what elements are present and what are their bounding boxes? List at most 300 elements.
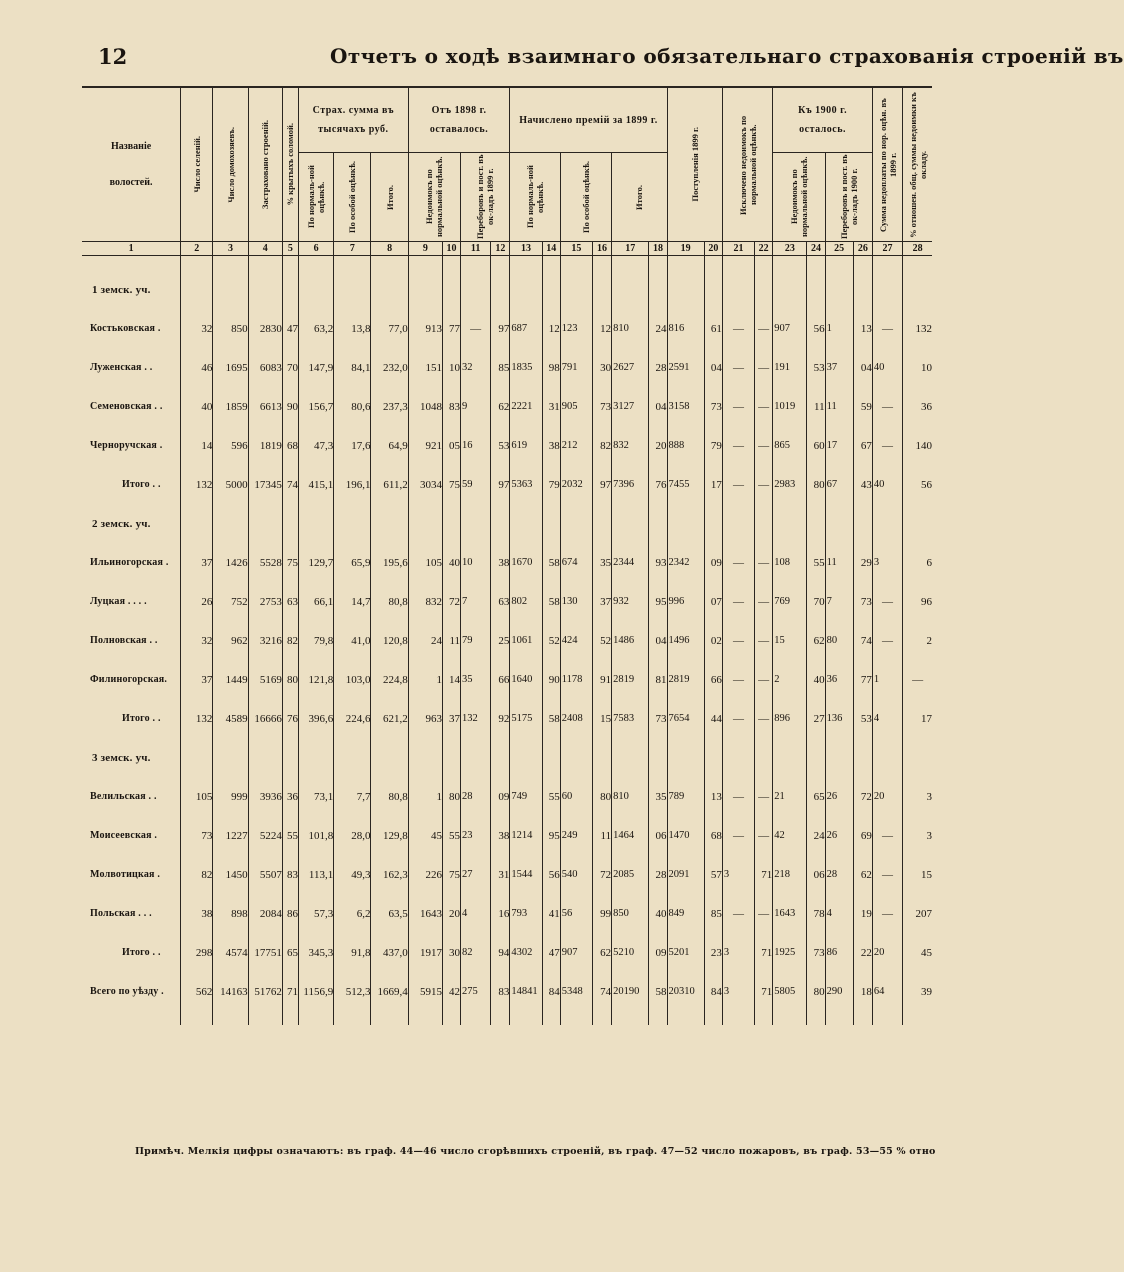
table-cell: 5348	[560, 972, 592, 1011]
volost-name: Костьковская .	[90, 323, 161, 334]
table-cell: 1156,9	[298, 972, 333, 1011]
table-cell: 58	[542, 543, 560, 582]
table-cell: 4	[825, 894, 853, 933]
table-cell: 83	[442, 387, 460, 426]
table-cell: 46	[181, 348, 213, 387]
table-cell: 113,1	[298, 855, 333, 894]
table-cell: 36	[282, 777, 298, 816]
table-cell: 24	[408, 621, 442, 660]
table-cell: 20	[872, 777, 902, 816]
section-title: 3 земск. уч.	[92, 751, 151, 764]
table-cell: 79	[461, 621, 491, 660]
table-cell: 237,3	[371, 387, 408, 426]
col-header-rem1898-over: Переборовъ и пост. въ ок-ладъ 1899 г.	[461, 153, 510, 242]
table-cell: 156,7	[298, 387, 333, 426]
total-row	[82, 933, 932, 972]
table-cell	[667, 270, 704, 309]
table-cell: 45	[903, 933, 932, 972]
table-row	[82, 777, 932, 816]
table-cell: 905	[560, 387, 592, 426]
column-number: 1	[82, 242, 181, 256]
table-cell: 09	[704, 543, 722, 582]
table-cell: 86	[825, 933, 853, 972]
table-cell	[442, 504, 460, 543]
table-cell: 1486	[612, 621, 649, 660]
table-cell: 123	[560, 309, 592, 348]
table-cell: 31	[491, 855, 510, 894]
column-number: 12	[491, 242, 510, 256]
volost-name: Итого . .	[122, 713, 161, 724]
table-cell: 90	[282, 387, 298, 426]
table-cell: 275	[461, 972, 491, 1011]
table-cell	[773, 270, 807, 309]
table-cell: 66	[704, 660, 722, 699]
table-cell: 1178	[560, 660, 592, 699]
table-cell: 103,0	[334, 660, 371, 699]
table-cell: 4574	[213, 933, 248, 972]
table-cell: 63,2	[298, 309, 333, 348]
table-cell: —	[755, 426, 773, 465]
table-cell: 84	[704, 972, 722, 1011]
table-cell	[903, 738, 932, 777]
table-cell: 1640	[510, 660, 542, 699]
col-header-sum-total: Итого.	[371, 153, 408, 242]
table-cell: 71	[282, 972, 298, 1011]
table-cell	[704, 270, 722, 309]
table-cell: 1643	[773, 894, 807, 933]
column-number: 25	[825, 242, 853, 256]
table-cell: 596	[213, 426, 248, 465]
table-cell	[282, 270, 298, 309]
volost-name: Луженская . .	[90, 362, 153, 373]
table-cell	[825, 270, 853, 309]
table-cell: 17	[704, 465, 722, 504]
table-cell: 195,6	[371, 543, 408, 582]
table-cell	[853, 270, 872, 309]
table-cell: 19	[853, 894, 872, 933]
table-cell: —	[722, 348, 754, 387]
table-cell: 921	[408, 426, 442, 465]
table-cell: 619	[510, 426, 542, 465]
table-cell	[298, 504, 333, 543]
table-cell: —	[872, 855, 902, 894]
table-cell: 2983	[773, 465, 807, 504]
table-cell	[649, 504, 667, 543]
table-cell: 70	[807, 582, 825, 621]
table-cell	[510, 738, 542, 777]
table-cell: 298	[181, 933, 213, 972]
table-cell: 1670	[510, 543, 542, 582]
table-cell: 74	[853, 621, 872, 660]
table-cell: 1835	[510, 348, 542, 387]
table-cell: 913	[408, 309, 442, 348]
table-cell: 43	[853, 465, 872, 504]
table-cell: 73	[704, 387, 722, 426]
table-cell: 84,1	[334, 348, 371, 387]
table-cell: 6,2	[334, 894, 371, 933]
table-cell: 65,9	[334, 543, 371, 582]
table-cell: 60	[560, 777, 592, 816]
table-cell: 68	[282, 426, 298, 465]
table-cell: 91,8	[334, 933, 371, 972]
volost-name: Семеновская . .	[90, 401, 163, 412]
table-cell: 6083	[248, 348, 282, 387]
table-cell: —	[722, 426, 754, 465]
table-cell	[491, 270, 510, 309]
volost-name: Моисеевская .	[90, 830, 158, 841]
table-cell: 16	[491, 894, 510, 933]
table-cell: 73	[181, 816, 213, 855]
table-cell: 24	[649, 309, 667, 348]
table-cell: 791	[560, 348, 592, 387]
table-body	[82, 256, 932, 1026]
table-cell: 4	[461, 894, 491, 933]
table-cell: 04	[649, 387, 667, 426]
table-cell: 1695	[213, 348, 248, 387]
table-cell: —	[755, 543, 773, 582]
table-cell: 3936	[248, 777, 282, 816]
table-cell: 77,0	[371, 309, 408, 348]
total-row	[82, 465, 932, 504]
table-cell: 65	[282, 933, 298, 972]
table-cell	[560, 738, 592, 777]
table-cell	[755, 504, 773, 543]
table-cell: 752	[213, 582, 248, 621]
table-cell: 63	[282, 582, 298, 621]
table-cell: 28	[649, 855, 667, 894]
table-cell: 562	[181, 972, 213, 1011]
column-number: 22	[755, 242, 773, 256]
table-cell: 68	[704, 816, 722, 855]
table-cell: 57,3	[298, 894, 333, 933]
table-cell: 207	[903, 894, 932, 933]
table-cell: 5224	[248, 816, 282, 855]
table-cell: 907	[773, 309, 807, 348]
table-row	[82, 387, 932, 426]
table-cell: —	[755, 894, 773, 933]
table-cell: 27	[807, 699, 825, 738]
table-cell: 28,0	[334, 816, 371, 855]
column-number: 13	[510, 242, 542, 256]
table-cell	[542, 504, 560, 543]
table-cell: —	[755, 777, 773, 816]
table-cell: 18	[853, 972, 872, 1011]
table-cell: 802	[510, 582, 542, 621]
table-cell: 540	[560, 855, 592, 894]
column-number: 20	[704, 242, 722, 256]
table-cell	[755, 738, 773, 777]
table-cell: 999	[213, 777, 248, 816]
table-cell: 51762	[248, 972, 282, 1011]
table-cell	[371, 504, 408, 543]
table-cell: 56	[903, 465, 932, 504]
table-cell: 2408	[560, 699, 592, 738]
table-cell: 38	[542, 426, 560, 465]
table-cell: 437,0	[371, 933, 408, 972]
table-cell: 12	[592, 309, 611, 348]
table-cell: 14	[442, 660, 460, 699]
table-cell	[491, 504, 510, 543]
table-cell: 09	[649, 933, 667, 972]
column-number: 16	[592, 242, 611, 256]
table-cell: 1496	[667, 621, 704, 660]
table-cell: 40	[442, 543, 460, 582]
column-number: 28	[903, 242, 932, 256]
table-cell	[213, 738, 248, 777]
table-cell: 3158	[667, 387, 704, 426]
table-cell: 30	[442, 933, 460, 972]
column-number: 15	[560, 242, 592, 256]
table-cell: 57	[704, 855, 722, 894]
table-cell: 73,1	[298, 777, 333, 816]
table-cell	[442, 738, 460, 777]
table-cell: 3	[903, 777, 932, 816]
table-cell: 232,0	[371, 348, 408, 387]
table-cell: 14	[181, 426, 213, 465]
table-cell: 4	[872, 699, 902, 738]
table-cell: 79,8	[298, 621, 333, 660]
column-number: 27	[872, 242, 902, 256]
table-cell: —	[722, 777, 754, 816]
table-cell: 810	[612, 777, 649, 816]
table-cell: 1925	[773, 933, 807, 972]
table-cell	[371, 738, 408, 777]
table-cell: 3034	[408, 465, 442, 504]
table-cell: 832	[408, 582, 442, 621]
table-cell: 2830	[248, 309, 282, 348]
table-cell: 1019	[773, 387, 807, 426]
table-cell: 1426	[213, 543, 248, 582]
table-cell: 2753	[248, 582, 282, 621]
table-cell: 66,1	[298, 582, 333, 621]
table-cell	[442, 270, 460, 309]
table-cell: 83	[282, 855, 298, 894]
table-cell: 132	[903, 309, 932, 348]
volost-name: Филиногорская.	[90, 674, 168, 685]
table-cell	[408, 504, 442, 543]
table-cell: —	[755, 348, 773, 387]
col-header-settlements: Число селеній.	[181, 87, 213, 242]
column-number: 2	[181, 242, 213, 256]
table-cell: 621,2	[371, 699, 408, 738]
table-cell: 91	[592, 660, 611, 699]
table-cell: 7455	[667, 465, 704, 504]
table-cell	[825, 738, 853, 777]
table-cell: —	[722, 621, 754, 660]
table-cell: 226	[408, 855, 442, 894]
table-cell: 7583	[612, 699, 649, 738]
table-cell: —	[872, 894, 902, 933]
volost-name: Итого . .	[122, 947, 161, 958]
col-header-name: Названіе волостей.	[82, 87, 181, 242]
table-cell: 20	[872, 933, 902, 972]
table-cell	[612, 738, 649, 777]
table-cell	[592, 270, 611, 309]
volost-name: Всего по уѣзду .	[90, 986, 164, 997]
table-cell: 83	[491, 972, 510, 1011]
table-cell: 26	[825, 777, 853, 816]
insurance-report-table	[82, 86, 932, 1025]
table-cell	[807, 270, 825, 309]
volost-name: Черноручская .	[90, 440, 163, 451]
table-cell: 849	[667, 894, 704, 933]
table-row	[82, 348, 932, 387]
table-cell: 47,3	[298, 426, 333, 465]
table-cell	[592, 738, 611, 777]
table-cell: 55	[542, 777, 560, 816]
table-cell: 17,6	[334, 426, 371, 465]
table-cell	[408, 738, 442, 777]
table-cell	[722, 270, 754, 309]
table-cell: 09	[491, 777, 510, 816]
table-cell: 162,3	[371, 855, 408, 894]
table-cell	[491, 738, 510, 777]
table-cell: 40	[807, 660, 825, 699]
column-number: 14	[542, 242, 560, 256]
table-cell: 17	[903, 699, 932, 738]
table-cell: 06	[807, 855, 825, 894]
table-cell: 2819	[667, 660, 704, 699]
table-cell: 58	[649, 972, 667, 1011]
table-cell	[461, 738, 491, 777]
table-cell: 72	[853, 777, 872, 816]
table-cell: 71	[755, 855, 773, 894]
table-cell: 28	[825, 855, 853, 894]
table-cell: 80,6	[334, 387, 371, 426]
table-cell: 29	[853, 543, 872, 582]
table-cell: 3	[872, 543, 902, 582]
table-cell: 11	[592, 816, 611, 855]
table-cell	[282, 738, 298, 777]
table-cell: 2344	[612, 543, 649, 582]
table-cell: 12	[542, 309, 560, 348]
table-cell: 55	[282, 816, 298, 855]
table-cell	[592, 504, 611, 543]
table-cell	[181, 504, 213, 543]
table-cell: 73	[807, 933, 825, 972]
table-cell: 31	[542, 387, 560, 426]
table-cell: 3	[722, 933, 754, 972]
table-cell: 66	[491, 660, 510, 699]
table-cell: 79	[704, 426, 722, 465]
table-cell: 38	[491, 816, 510, 855]
table-cell: 2819	[612, 660, 649, 699]
table-cell: 140	[903, 426, 932, 465]
table-cell: 76	[649, 465, 667, 504]
table-cell: —	[722, 894, 754, 933]
table-cell: 64	[872, 972, 902, 1011]
table-cell: 611,2	[371, 465, 408, 504]
column-number: 24	[807, 242, 825, 256]
table-cell: 15	[903, 855, 932, 894]
table-cell: 64,9	[371, 426, 408, 465]
table-cell: 224,8	[371, 660, 408, 699]
table-cell: 62	[592, 933, 611, 972]
col-header-pct-ratio: % отношен. общ. суммы недоимки къ окладу.	[903, 87, 932, 242]
table-cell: 97	[592, 465, 611, 504]
table-cell: 5201	[667, 933, 704, 972]
col-header-excluded: Исключено недоимокъ по нормальной оцѣнкѣ.	[722, 87, 772, 242]
table-cell: 1464	[612, 816, 649, 855]
table-cell: 907	[560, 933, 592, 972]
table-cell: 5000	[213, 465, 248, 504]
table-cell: 97	[491, 465, 510, 504]
table-cell: 1859	[213, 387, 248, 426]
table-cell: 4302	[510, 933, 542, 972]
table-row	[82, 582, 932, 621]
table-cell: 05	[442, 426, 460, 465]
table-cell: 41	[542, 894, 560, 933]
table-cell: 749	[510, 777, 542, 816]
table-cell: 101,8	[298, 816, 333, 855]
table-cell: 56	[560, 894, 592, 933]
table-cell: 1214	[510, 816, 542, 855]
table-cell: —	[755, 582, 773, 621]
table-cell: 17345	[248, 465, 282, 504]
table-cell: 82	[282, 621, 298, 660]
section-row	[82, 738, 932, 777]
volost-name: Полновская . .	[90, 635, 158, 646]
table-cell: 37	[181, 543, 213, 582]
table-cell: 5210	[612, 933, 649, 972]
col-header-charged-normal: По нормаль-ной оцѣнкѣ.	[510, 153, 560, 242]
col-header-charged-special: По особой оцѣнкѣ.	[560, 153, 611, 242]
table-cell	[560, 270, 592, 309]
table-cell: 1470	[667, 816, 704, 855]
table-cell: 17	[825, 426, 853, 465]
table-cell: 2591	[667, 348, 704, 387]
table-cell: 72	[592, 855, 611, 894]
table-cell: 5507	[248, 855, 282, 894]
table-cell: 793	[510, 894, 542, 933]
table-cell: 40	[181, 387, 213, 426]
table-cell	[213, 504, 248, 543]
table-cell: 32	[461, 348, 491, 387]
table-cell: 74	[592, 972, 611, 1011]
table-cell	[248, 504, 282, 543]
table-cell: 129,8	[371, 816, 408, 855]
table-cell: 71	[755, 972, 773, 1011]
table-cell: 85	[491, 348, 510, 387]
table-cell: 40	[649, 894, 667, 933]
table-cell: 94	[491, 933, 510, 972]
col-group-rem1898: Отъ 1898 г. оставалось.	[408, 87, 510, 153]
page-number: 12	[98, 44, 128, 69]
table-cell	[704, 738, 722, 777]
table-cell	[649, 270, 667, 309]
table-cell: 62	[491, 387, 510, 426]
table-cell: 76	[282, 699, 298, 738]
table-cell: 17751	[248, 933, 282, 972]
col-header-sum-normal: По нормаль-ной оцѣнкѣ.	[298, 153, 333, 242]
table-cell: 888	[667, 426, 704, 465]
table-cell	[248, 738, 282, 777]
col-header-rem1900-arrears: Недоимокъ по нормальной оцѣнкѣ.	[773, 153, 825, 242]
table-cell: 24	[807, 816, 825, 855]
table-cell: 67	[853, 426, 872, 465]
table-cell: 37	[442, 699, 460, 738]
table-cell: 415,1	[298, 465, 333, 504]
table-cell: 27	[461, 855, 491, 894]
table-cell	[853, 504, 872, 543]
table-cell: 5363	[510, 465, 542, 504]
table-row	[82, 621, 932, 660]
table-cell	[248, 270, 282, 309]
table-cell: —	[722, 660, 754, 699]
column-number: 5	[282, 242, 298, 256]
table-cell: 74	[282, 465, 298, 504]
table-cell: 73	[592, 387, 611, 426]
